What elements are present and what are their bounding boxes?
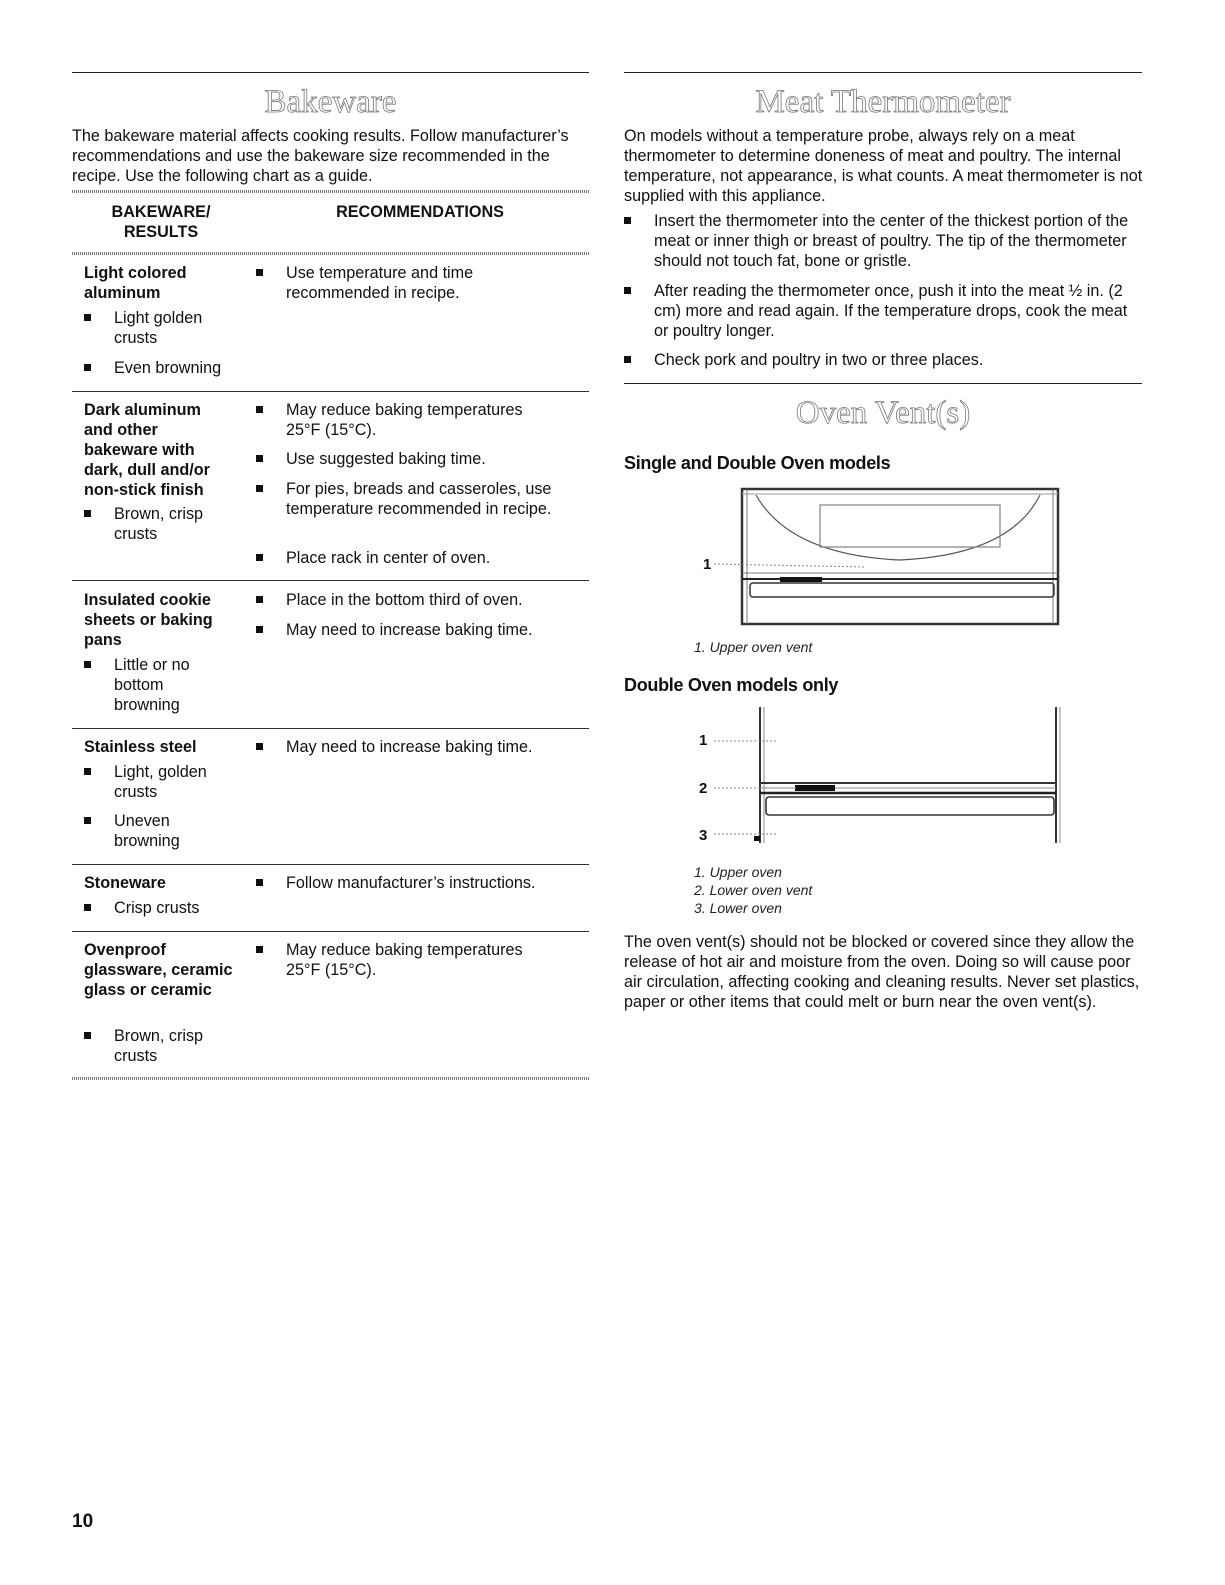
square-bullet-icon — [624, 287, 631, 294]
square-bullet-icon — [84, 817, 91, 824]
row-divider — [72, 580, 589, 581]
bakeware-name: Insulated cookie sheets or baking pans — [84, 591, 213, 649]
row-divider — [72, 391, 589, 392]
row-divider — [72, 728, 589, 729]
oven-vents-rule — [624, 383, 1142, 384]
square-bullet-icon — [256, 406, 263, 413]
table-header-divider — [72, 252, 589, 255]
square-bullet-icon — [256, 455, 263, 462]
double-only-title: Double Oven models only — [624, 675, 839, 695]
table-header-bakeware: BAKEWARE/ RESULTS — [111, 203, 211, 241]
square-bullet-icon — [256, 626, 263, 633]
callout-number: 1 — [703, 556, 712, 573]
figure-caption: 3. Lower oven — [694, 900, 782, 916]
single-double-title: Single and Double Oven models — [624, 453, 891, 473]
upper-oven-vent-diagram — [690, 485, 1070, 630]
bakeware-name: Light colored aluminum — [84, 264, 187, 302]
callout-number: 1 — [699, 732, 708, 749]
right-top-rule — [624, 72, 1142, 73]
square-bullet-icon — [84, 661, 91, 668]
bakeware-name: Dark aluminum and other bakeware with dark, dull and/or non-stick finish — [84, 401, 210, 499]
square-bullet-icon — [256, 485, 263, 492]
row-divider — [72, 864, 589, 865]
bakeware-name: Ovenproof glassware, ceramic glass or ceramic — [84, 941, 233, 999]
table-bottom-divider — [72, 1077, 589, 1080]
left-top-rule — [72, 72, 589, 73]
callout-number: 2 — [699, 780, 708, 797]
square-bullet-icon — [84, 904, 91, 911]
square-bullet-icon — [84, 364, 91, 371]
square-bullet-icon — [84, 1032, 91, 1039]
table-header-recommendations: RECOMMENDATIONS — [336, 203, 504, 221]
oven-vents-body: The oven vent(s) should not be blocked or covered since they allow the release of hot air and moisture from the oven. Doing so will cause poor air circulation, affecting cooking and cleaning results. Never set plastics, paper or other items that could melt or burn near the oven vent(s). — [624, 933, 1140, 1011]
square-bullet-icon — [256, 743, 263, 750]
square-bullet-icon — [256, 596, 263, 603]
square-bullet-icon — [624, 217, 631, 224]
bakeware-name: Stoneware — [84, 874, 166, 892]
row-divider — [72, 931, 589, 932]
table-top-divider — [72, 190, 589, 193]
meat-thermometer-heading: Meat Thermometer — [755, 84, 1011, 120]
oven-vents-heading: Oven Vent(s) — [795, 395, 971, 431]
square-bullet-icon — [256, 269, 263, 276]
page-number: 10 — [72, 1511, 94, 1532]
bakeware-intro: The bakeware material affects cooking results. Follow manufacturer’s recommendations and use the bakeware size recommended in the recipe. Use the following chart as a guide. — [72, 127, 569, 185]
bakeware-name: Stainless steel — [84, 738, 197, 756]
figure-caption: 1. Upper oven vent — [694, 639, 813, 655]
square-bullet-icon — [84, 768, 91, 775]
square-bullet-icon — [84, 510, 91, 517]
figure-caption: 2. Lower oven vent — [694, 882, 813, 898]
figure-caption: 1. Upper oven — [694, 864, 782, 880]
bakeware-heading: Bakeware — [264, 84, 397, 120]
double-oven-vent-diagram — [690, 705, 1070, 850]
square-bullet-icon — [256, 554, 263, 561]
callout-number: 3 — [699, 827, 708, 844]
square-bullet-icon — [256, 879, 263, 886]
meat-intro: On models without a temperature probe, always rely on a meat thermometer to determine doneness of meat and poultry. The internal temperature, not appearance, is what counts. A meat thermometer is not supplied with this appliance. — [624, 127, 1143, 205]
square-bullet-icon — [84, 314, 91, 321]
square-bullet-icon — [256, 946, 263, 953]
square-bullet-icon — [624, 356, 631, 363]
